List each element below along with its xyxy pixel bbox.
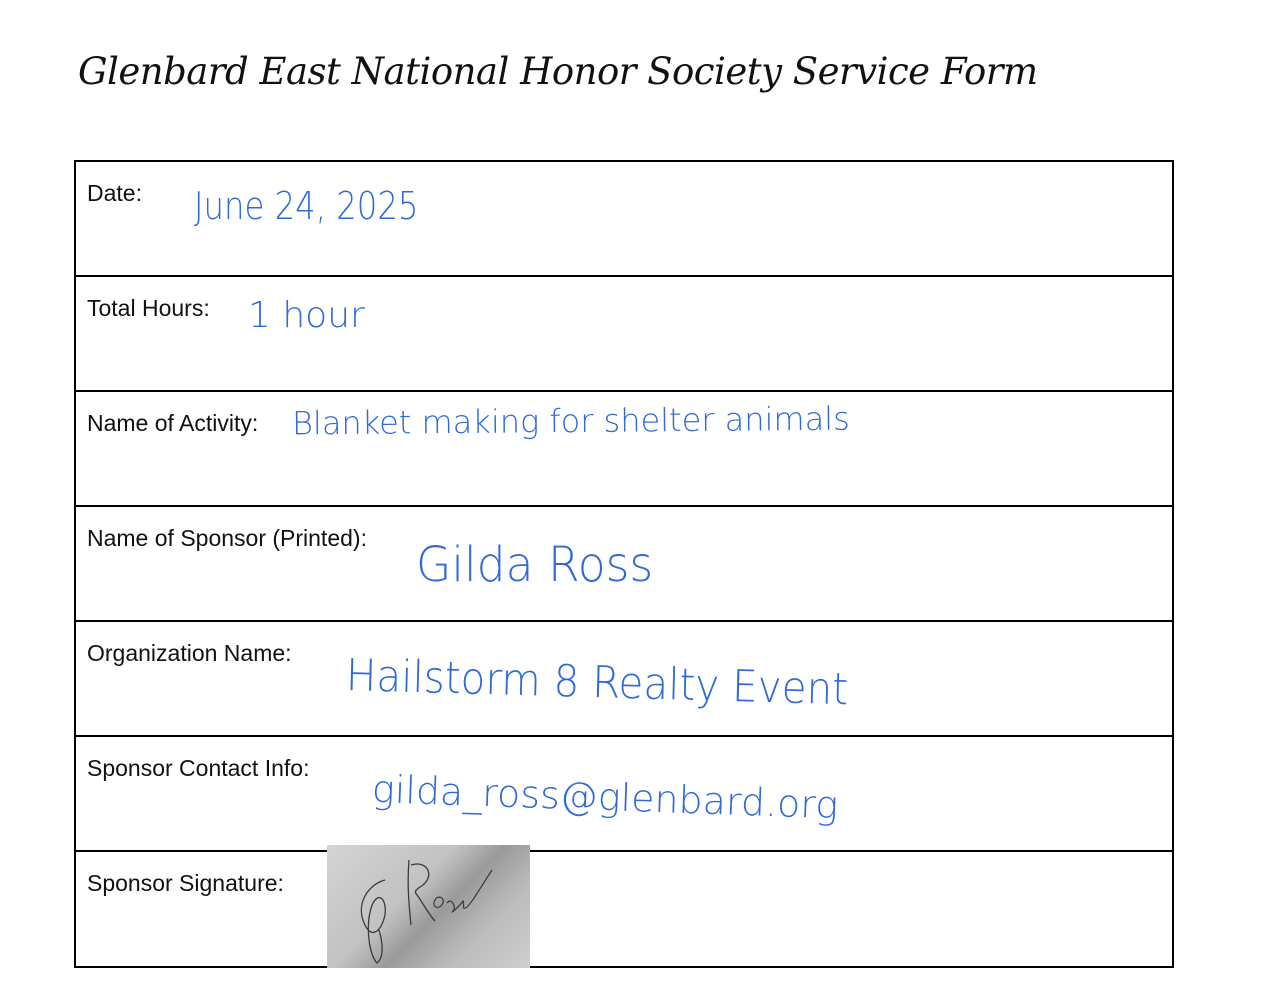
total-hours-label: Total Hours: [87,295,210,321]
activity-row [76,392,1172,507]
signature-label: Sponsor Signature: [87,870,284,896]
contact-row [76,737,1172,852]
organization-row [76,622,1172,737]
organization-value: Hailstorm 8 Realty Event [345,650,849,716]
date-row [76,162,1172,277]
sponsor-name-value: Gilda Ross [416,537,654,593]
sponsor-name-label: Name of Sponsor (Printed): [87,525,367,551]
signature-drawing [327,845,530,968]
date-label: Date: [87,180,142,206]
activity-value: Blanket making for shelter animals [291,399,850,443]
form-title: Glenbard East National Honor Society Service Form [78,50,1038,93]
total-hours-value: 1 hour [248,295,365,336]
organization-label: Organization Name: [87,640,292,666]
contact-label: Sponsor Contact Info: [87,755,310,781]
contact-value: gilda_ross@glenbard.org [371,767,839,828]
service-form-table [74,160,1174,968]
signature-row [76,852,1172,966]
signature-icon [327,845,530,968]
activity-label: Name of Activity: [87,410,259,436]
date-value: June 24, 2025 [194,184,419,228]
total-hours-row [76,277,1172,392]
sponsor-name-row [76,507,1172,622]
